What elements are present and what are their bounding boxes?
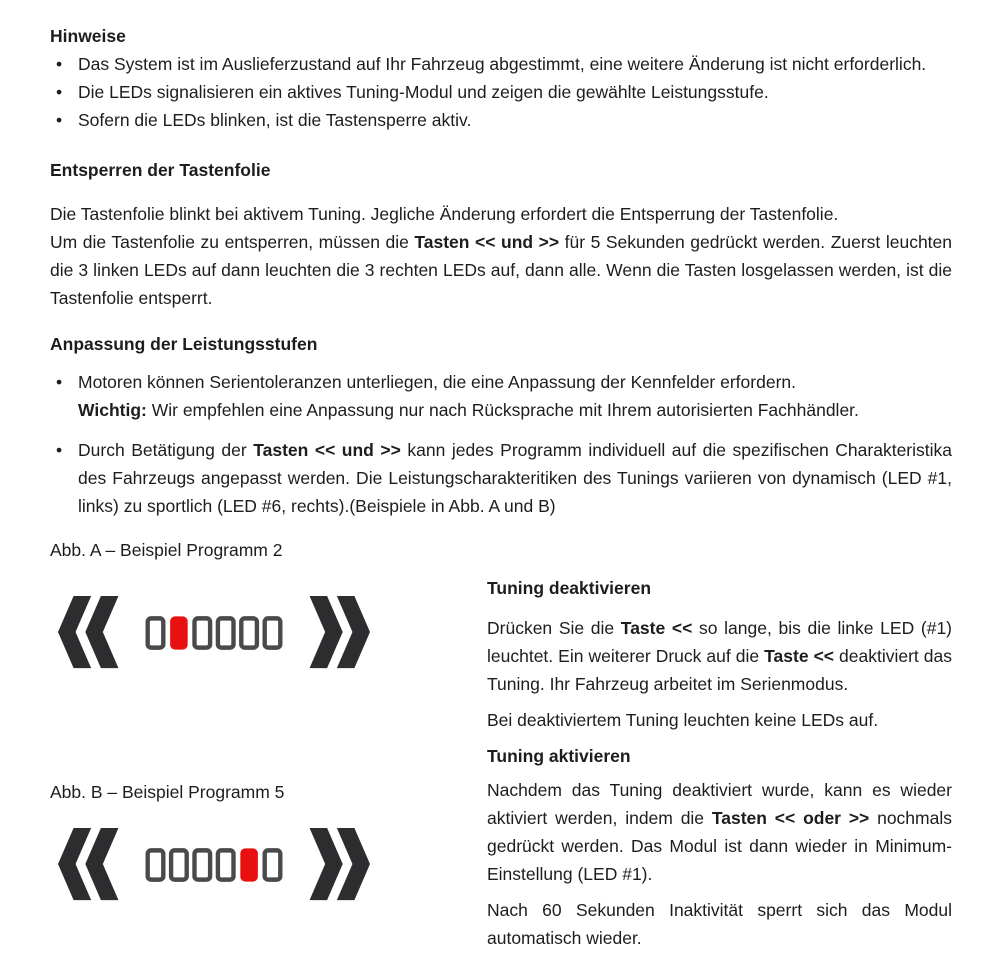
text-run: Durch Betätigung der xyxy=(78,440,254,460)
led-off xyxy=(195,618,211,647)
section-anpassung xyxy=(50,330,952,520)
heading-tuning-aktivieren: Tuning aktivieren xyxy=(487,746,631,766)
paragraph xyxy=(50,228,952,312)
paragraph xyxy=(487,896,952,952)
bold-text-run: Tasten << oder >> xyxy=(711,808,870,828)
led-off xyxy=(195,850,211,879)
led-off xyxy=(218,850,234,879)
figures-column xyxy=(50,532,487,952)
text-run: so lange, bis die linke LED (#1) leuchtet. Ein weiterer Druck auf die xyxy=(487,618,953,666)
list-item xyxy=(50,106,952,134)
led-display-figure-a xyxy=(58,594,487,672)
heading-entsperren: Entsperren der Tastenfolie xyxy=(50,160,271,180)
text-run: Nach 60 Sekunden Inaktivität sperrt sich das Modul automatisch wieder. xyxy=(487,900,952,948)
bold-text-run: Tasten << und >> xyxy=(253,440,401,460)
led-off xyxy=(218,618,234,647)
text-run: Wir empfehlen eine Anpassung nur nach Rücksprache mit Ihrem autorisierten Fachhändler. xyxy=(146,400,859,420)
hinweise-list xyxy=(50,50,952,134)
text-run: Die LEDs signalisieren ein aktives Tuning-Modul und zeigen die gewählte Leistungsstufe. xyxy=(78,82,769,102)
text-run: kann jedes Programm individuell auf die spezifischen Charakteristika des Fahrzeugs angepasst werden. Die Leistungscharakteritiken des Tunings variieren von dynamisch (LED #1, links) zu sportlich (LED #6, rechts).(Beispiele in Abb. A und B) xyxy=(78,440,953,516)
paragraph-line xyxy=(78,368,952,396)
led-off xyxy=(265,850,281,879)
led-off xyxy=(148,618,164,647)
list-item xyxy=(50,368,952,424)
text-run: nochmals gedrückt werden. Das Modul ist dann wieder in Minimum-Einstellung (LED #1). xyxy=(487,808,952,884)
text-run: deaktiviert das Tuning. Ihr Fahrzeug arbeitet im Serienmodus. xyxy=(487,646,953,694)
bold-text-run: Tasten << und >> xyxy=(414,232,560,252)
text-run: Drücken Sie die xyxy=(487,618,621,638)
led-off xyxy=(171,850,187,879)
text-run: Bei deaktiviertem Tuning leuchten keine LEDs auf. xyxy=(487,710,879,730)
led-display-figure-b xyxy=(58,826,487,904)
section-hinweise xyxy=(50,22,952,134)
led-off xyxy=(265,618,281,647)
text-run: Um die Tastenfolie zu entsperren, müssen die xyxy=(50,232,415,252)
paragraph xyxy=(487,776,952,888)
list-item xyxy=(50,50,952,78)
text-run: Motoren können Serientoleranzen unterliegen, die eine Anpassung der Kennfelder erfordern. xyxy=(78,372,796,392)
chevron-right-icon xyxy=(310,828,370,900)
section-entsperren xyxy=(50,156,952,312)
heading-hinweise: Hinweise xyxy=(50,26,126,46)
bold-text-run: Taste << xyxy=(764,646,835,666)
instructions-column xyxy=(487,532,952,952)
anpassung-list xyxy=(50,368,952,520)
heading-tuning-deaktivieren: Tuning deaktivieren xyxy=(487,578,652,598)
paragraph-line xyxy=(78,396,952,424)
led-off xyxy=(148,850,164,879)
list-item xyxy=(50,436,952,520)
heading-anpassung: Anpassung der Leistungsstufen xyxy=(50,334,318,354)
bold-text-run: Wichtig: xyxy=(78,400,147,420)
text-run: Das System ist im Auslieferzustand auf Ihr Fahrzeug abgestimmt, eine weitere Änderung ist nicht erforderlich. xyxy=(78,54,927,74)
paragraph xyxy=(487,614,952,698)
figure-a-label: Abb. A – Beispiel Programm 2 xyxy=(50,540,283,560)
text-run: für 5 Sekunden gedrückt werden. Zuerst leuchten die 3 linken LEDs auf dann leuchten die 3 rechten LEDs auf, dann alle. Wenn die Tasten losgelassen werden, ist die Tastenfolie entsperrt. xyxy=(50,232,953,308)
figure-b-label: Abb. B – Beispiel Programm 5 xyxy=(50,782,285,802)
led-off xyxy=(241,618,257,647)
entsperren-paragraph xyxy=(50,200,952,312)
text-run: Nachdem das Tuning deaktiviert wurde, kann es wieder aktiviert werden, indem die xyxy=(487,780,952,828)
bold-text-run: Taste << xyxy=(620,618,693,638)
chevron-right-icon xyxy=(310,596,370,668)
led-active xyxy=(170,616,188,649)
text-run: Die Tastenfolie blinkt bei aktivem Tuning. Jegliche Änderung erfordert die Entsperrung der Tastenfolie. xyxy=(50,204,839,224)
chevron-left-icon xyxy=(58,596,118,668)
paragraph-line xyxy=(50,200,952,228)
led-display-graphic xyxy=(58,826,370,904)
paragraph xyxy=(487,706,952,734)
list-item xyxy=(50,78,952,106)
chevron-left-icon xyxy=(58,828,118,900)
text-run: Sofern die LEDs blinken, ist die Tastensperre aktiv. xyxy=(78,110,472,130)
led-display-graphic xyxy=(58,594,370,672)
led-active xyxy=(240,848,258,881)
figures-and-instructions xyxy=(50,532,952,952)
